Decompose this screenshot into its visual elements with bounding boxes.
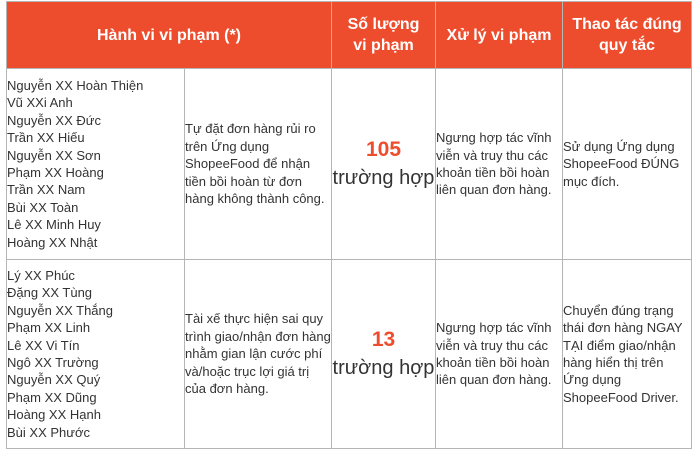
driver-name: Phạm XX Hoàng	[7, 165, 104, 180]
driver-name: Đặng XX Tùng	[7, 285, 93, 301]
handling-cell: Ngưng hợp tác vĩnh viễn và truy thu các khoản tiền bồi hoàn liên quan đơn hàng.	[436, 260, 563, 449]
driver-name: Vũ XXi Anh	[7, 95, 73, 111]
table-header-row	[7, 2, 692, 69]
count-number: 105	[365, 137, 402, 161]
handling-cell: Ngưng hợp tác vĩnh viễn và truy thu các khoản tiền bồi hoàn liên quan đơn hàng.	[436, 69, 563, 260]
violations-table	[6, 1, 692, 449]
driver-name: Lê XX Vi Tín	[7, 337, 80, 353]
driver-name: Bùi XX Toàn	[7, 199, 79, 215]
driver-name: Trần XX Nam	[7, 182, 86, 198]
correct-action-cell: Sử dụng Ứng dụng ShopeeFood ĐÚNG mục đích.	[563, 69, 692, 260]
driver-name: Phạm XX Dũng	[7, 389, 97, 405]
header-count: Số lượng vi phạm	[332, 2, 436, 69]
count-number: 13	[371, 327, 396, 351]
table-row	[7, 69, 692, 260]
count-unit: trường hợp	[332, 356, 435, 379]
count-cell	[332, 260, 436, 449]
driver-name: Nguyễn XX Quý	[7, 372, 101, 388]
driver-name: Nguyễn XX Sơn	[7, 147, 101, 163]
correct-action-cell: Chuyển đúng trạng thái đơn hàng NGAY TẠI điểm giao/nhận hàng hiển thị trên Ứng dụng ShopeeFood Driver.	[563, 260, 692, 449]
driver-name: Lê XX Minh Huy	[7, 217, 101, 233]
behavior-cell: Tài xế thực hiện sai quy trình giao/nhận đơn hàng nhằm gian lận cước phí và/hoặc trục lợi giá trị của đơn hàng.	[185, 260, 332, 449]
count-unit: trường hợp	[332, 166, 435, 189]
driver-name: Nguyễn XX Hoàn Thiện	[7, 77, 144, 93]
behavior-cell: Tự đặt đơn hàng rủi ro trên Ứng dụng ShopeeFood để nhận tiền bồi hoàn từ đơn hàng không thành công.	[185, 69, 332, 260]
header-handling: Xử lý vi phạm	[436, 2, 563, 69]
driver-name: Nguyễn XX Thắng	[7, 302, 113, 318]
names-cell	[7, 69, 185, 260]
count-cell	[332, 69, 436, 260]
driver-name: Phạm XX Linh	[7, 320, 91, 336]
driver-name: Hoàng XX Hạnh	[7, 407, 101, 423]
driver-name: Trần XX Hiếu	[7, 130, 85, 146]
driver-name: Bùi XX Phước	[7, 424, 90, 440]
table-row	[7, 260, 692, 449]
driver-name: Hoàng XX Nhật	[7, 234, 98, 250]
header-correct-action: Thao tác đúng quy tắc	[563, 2, 692, 69]
driver-name: Nguyễn XX Đức	[7, 112, 101, 128]
header-violation: Hành vi vi phạm (*)	[7, 2, 332, 69]
driver-name: Ngô XX Trường	[7, 355, 99, 370]
names-cell	[7, 260, 185, 449]
driver-name: Lý XX Phúc	[7, 267, 75, 283]
